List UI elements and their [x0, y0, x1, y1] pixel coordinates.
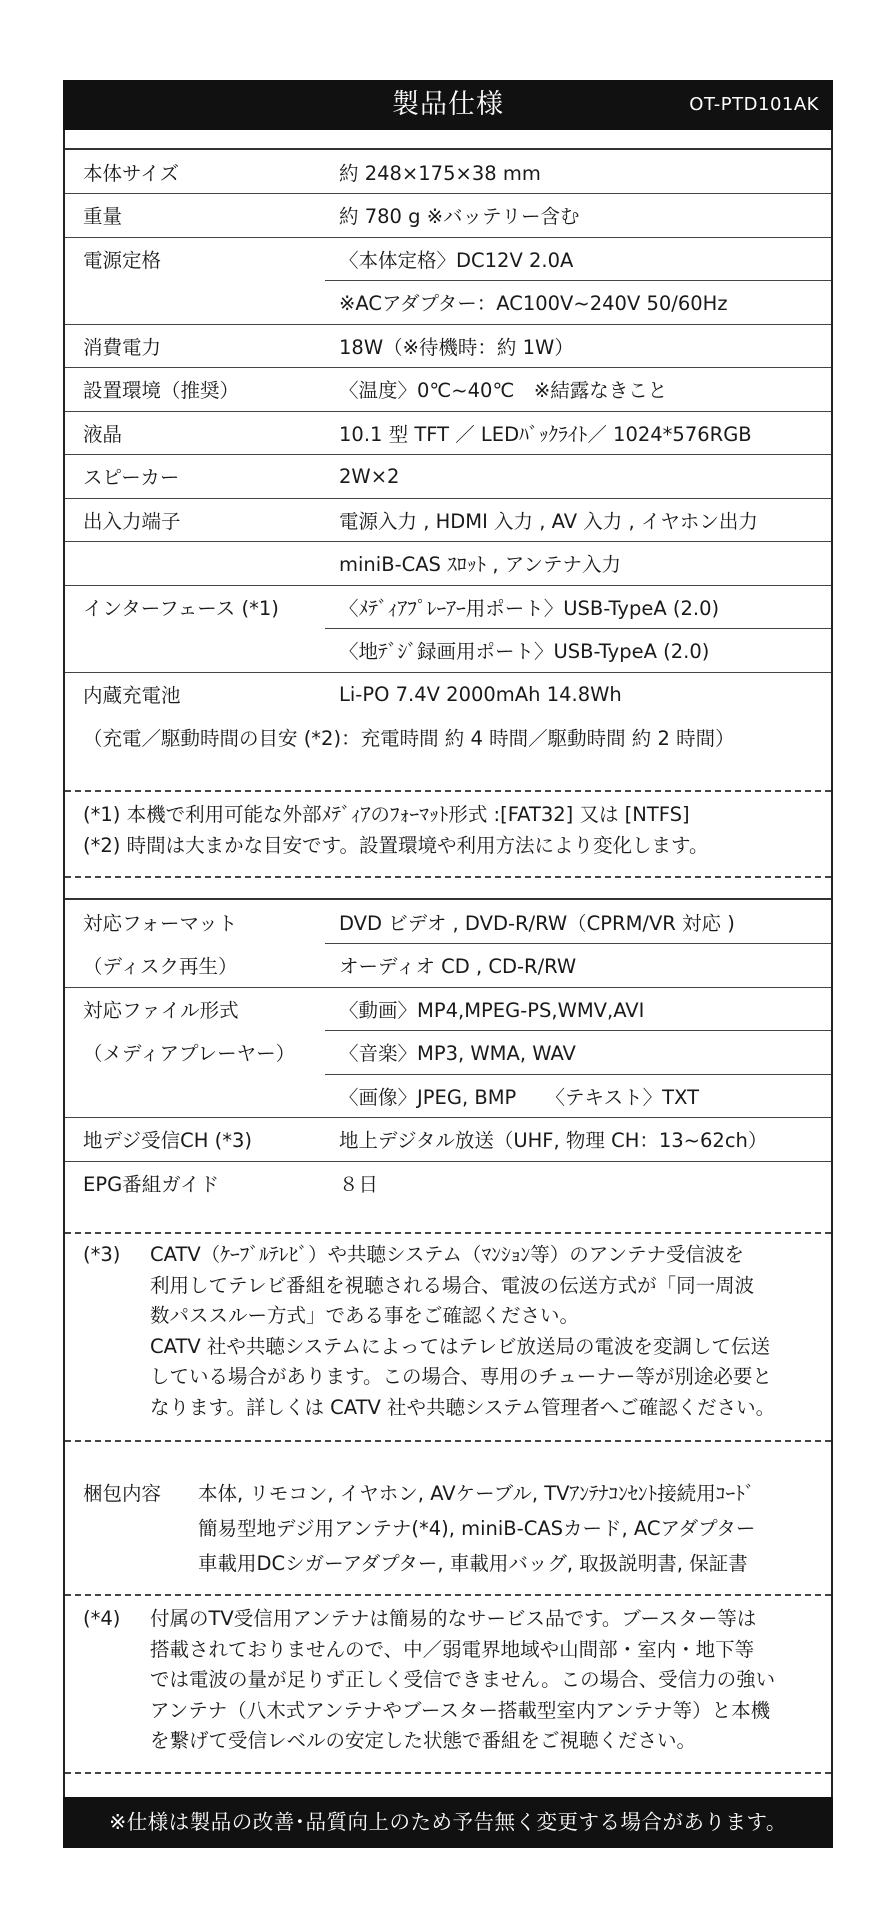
spec-row-speaker — [65, 455, 831, 499]
epg-value: ８日 — [325, 1161, 831, 1205]
footnote-block-1 — [65, 800, 831, 861]
disclaimer-footer: ※仕様は製品の改善･品質向上のため予告無く変更する場合があります。 — [63, 1797, 833, 1848]
footnote-3-line-1: CATV（ｹｰﾌﾞﾙﾃﾚﾋﾞ）や共聴システム（ﾏﾝｼｮﾝ等）のアンテナ受信波を — [150, 1243, 744, 1266]
file-value-music: 〈音楽〉MP3, WMA, WAV — [325, 1031, 831, 1075]
package-line-2: 簡易型地デジ用アンテナ(*4), miniB-CASカード, ACアダプター — [198, 1517, 756, 1540]
weight-label: 重量 — [65, 194, 325, 238]
spec-row-environment — [65, 368, 831, 412]
section-gap — [65, 878, 831, 900]
io-label: 出入力端子 — [65, 498, 325, 542]
spec-table-media — [65, 900, 831, 1205]
footnote-3-line-6: なります。詳しくは CATV 社や共聴システム管理者へご確認ください。 — [150, 1395, 776, 1419]
interface-value-1: 〈ﾒﾃﾞｨｱﾌﾟﾚｰｱｰ用ポート〉USB-TypeA (2.0) — [325, 585, 831, 629]
footnote-4-line-2: 搭載されておりませんので、中／弱電界地域や山間部・室内・地下等 — [150, 1637, 755, 1661]
footnote-3-line-3: 数パススルー方式」である事をご確認ください。 — [150, 1304, 580, 1327]
spec-row-size — [65, 150, 831, 194]
battery-value: Li-PO 7.4V 2000mAh 14.8Wh — [325, 672, 831, 716]
footnote-4-line-5: を繋げて受信レベルの安定した状態で番組をご視聴ください。 — [150, 1729, 697, 1752]
spec-row-io — [65, 498, 831, 542]
size-value: 約 248×175×38 mm — [339, 161, 541, 185]
footnote-4-marker: (*4) — [83, 1607, 121, 1630]
environment-label: 設置環境（推奨） — [65, 368, 325, 412]
tuner-label: 地デジ受信CH (*3) — [65, 1118, 325, 1162]
spec-row-lcd — [65, 411, 831, 455]
interface-label: インターフェース (*1) — [65, 585, 325, 629]
lcd-value: 10.1 型 TFT ／ LEDﾊﾞｯｸﾗｲﾄ／ 1024*576RGB — [325, 411, 831, 455]
dashed-divider — [65, 1232, 831, 1234]
footnote-4-line-4: アンテナ（八木式アンテナやブースター搭載型室内アンテナ等）と本機 — [150, 1698, 771, 1722]
format-value: DVD ビデオ , DVD-R/RW（CPRM/VR 対応 ) — [339, 911, 735, 935]
header-gap — [65, 130, 831, 150]
format-label: 対応フォーマット — [83, 911, 238, 935]
player-label: （メディアプレーヤー） — [83, 1042, 296, 1066]
io-value-1: 電源入力 , HDMI 入力 , AV 入力 , イヤホン出力 — [325, 498, 831, 542]
file-label: 対応ファイル形式 — [65, 987, 325, 1031]
footnote-block-3 — [65, 1240, 831, 1423]
spec-row-interface — [65, 585, 831, 629]
speaker-label: スピーカー — [65, 455, 325, 499]
spec-row-power — [65, 237, 831, 281]
spec-row-file-3 — [65, 1074, 831, 1118]
speaker-value: 2W×2 — [325, 455, 831, 499]
package-line-3: 車載用DCシガーアダプター, 車載用バッグ, 取扱説明書, 保証書 — [198, 1552, 748, 1575]
spec-header — [63, 80, 833, 130]
power-value-2: ※ACアダプター：AC100V~240V 50/60Hz — [325, 281, 831, 325]
spec-row-weight — [65, 194, 831, 238]
spec-table-hardware — [65, 150, 831, 759]
dashed-divider — [65, 1772, 831, 1774]
file-value-video: 〈動画〉MP4,MPEG-PS,WMV,AVI — [325, 987, 831, 1031]
spec-row-format — [65, 900, 831, 944]
footnote-4-line-3: では電波の量が足りず正しく受信できません。この場合、受信力の強い — [150, 1668, 776, 1691]
spec-row-epg — [65, 1161, 831, 1205]
dashed-divider — [65, 790, 831, 792]
disc-value: オーディオ CD , CD-R/RW — [325, 944, 831, 988]
io-value-2: miniB-CAS ｽﾛｯﾄ , アンテナ入力 — [325, 542, 831, 586]
spec-row-disc — [65, 944, 831, 988]
footnote-4-line-1: 付属のTV受信用アンテナは簡易的なサービス品です。ブースター等は — [150, 1607, 757, 1630]
power-value-1: 〈本体定格〉DC12V 2.0A — [325, 237, 831, 281]
file-value-image: 〈画像〉JPEG, BMP 〈テキスト〉TXT — [325, 1074, 831, 1118]
epg-label: EPG番組ガイド — [65, 1161, 325, 1205]
spec-row-charge — [65, 716, 831, 760]
package-label: 梱包内容 — [83, 1482, 162, 1505]
footnote-3-marker: (*3) — [83, 1243, 121, 1266]
footnote-1: (*1) 本機で利用可能な外部ﾒﾃﾞｨｱのﾌｫｰﾏｯﾄ形式 :[FAT32] 又は [NTFS] — [83, 803, 690, 826]
disc-label: （ディスク再生） — [83, 955, 238, 978]
power-label: 電源定格 — [65, 237, 325, 281]
footnote-3-line-2: 利用してテレビ番組を視聴される場合、電波の伝送方式が「同一周波 — [150, 1273, 755, 1297]
lcd-label: 液晶 — [65, 411, 325, 455]
dashed-divider — [65, 1594, 831, 1596]
package-line-1: 本体, リモコン, イヤホン, AVケーブル, TVｱﾝﾃﾅｺﾝｾﾝﾄ接続用ｺｰﾄﾞ — [198, 1482, 755, 1505]
spec-row-power-2 — [65, 281, 831, 325]
spec-row-interface-2 — [65, 629, 831, 673]
spec-row-io-2 — [65, 542, 831, 586]
interface-value-2: 〈地ﾃﾞｼﾞ録画用ポート〉USB-TypeA (2.0) — [325, 629, 831, 673]
model-number: OT-PTD101AK — [689, 94, 819, 115]
footnote-block-4 — [65, 1604, 831, 1757]
footnote-3-line-4: CATV 社や共聴システムによってはテレビ放送局の電波を変調して伝送 — [150, 1334, 771, 1358]
spec-row-tuner — [65, 1118, 831, 1162]
tuner-value: 地上デジタル放送（UHF, 物理 CH：13~62ch） — [325, 1118, 831, 1162]
spec-row-file — [65, 987, 831, 1031]
dashed-divider — [65, 1440, 831, 1442]
consumption-value: 18W（※待機時：約 1W） — [325, 324, 831, 368]
battery-label: 内蔵充電池 — [65, 672, 325, 716]
charge-time-line: （充電／駆動時間の目安 (*2)：充電時間 約 4 時間／駆動時間 約 2 時間） — [83, 727, 735, 751]
page-title: 製品仕様 — [392, 89, 504, 120]
size-label: 本体サイズ — [83, 161, 179, 185]
spec-row-file-2 — [65, 1031, 831, 1075]
consumption-label: 消費電力 — [65, 324, 325, 368]
weight-value: 約 780 g ※バッテリー含む — [325, 194, 831, 238]
footnote-3-line-5: している場合があります。この場合、専用のチューナー等が別途必要と — [150, 1365, 772, 1388]
spec-row-consumption — [65, 324, 831, 368]
spec-row-battery — [65, 672, 831, 716]
footnote-2: (*2) 時間は大まかな目安です。設置環境や利用方法により変化します。 — [83, 833, 709, 857]
environment-value: 〈温度〉0℃~40℃ ※結露なきこと — [325, 368, 831, 412]
